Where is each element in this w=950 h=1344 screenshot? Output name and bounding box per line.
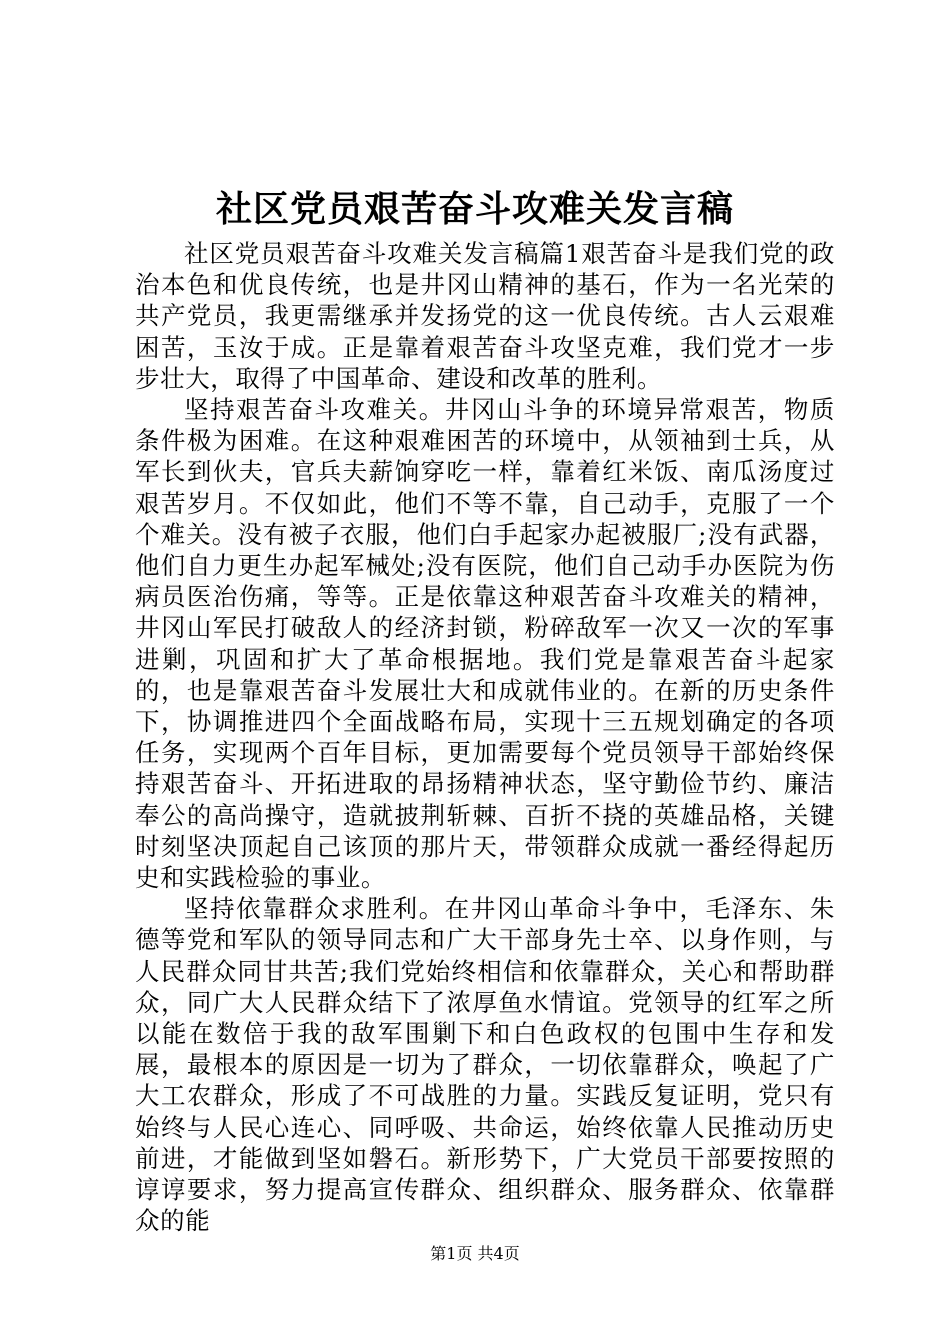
paragraph-1: 社区党员艰苦奋斗攻难关发言稿篇1艰苦奋斗是我们党的政治本色和优良传统，也是井冈山精神的基石，作为一名光荣的共产党员，我更需继承并发扬党的这一优良传统。古人云艰难困苦，玉汝于成。正是靠着艰苦奋斗攻坚克难，我们党才一步步壮大，取得了中国革命、建设和改革的胜利。 [135,239,835,393]
paragraph-2: 坚持艰苦奋斗攻难关。井冈山斗争的环境异常艰苦，物质条件极为困难。在这种艰难困苦的环境中，从领袖到士兵，从军长到伙夫，官兵夫薪饷穿吃一样，靠着红米饭、南瓜汤度过艰苦岁月。不仅如此，他们不等不靠，自己动手，克服了一个个难关。没有被子衣服，他们白手起家办起被服厂;没有武器，他们自力更生办起军械处;没有医院，他们自己动手办医院为伤病员医治伤痛，等等。正是依靠这种艰苦奋斗攻难关的精神，井冈山军民打破敌人的经济封锁，粉碎敌军一次又一次的军事进剿，巩固和扩大了革命根据地。我们党是靠艰苦奋斗起家的，也是靠艰苦奋斗发展壮大和成就伟业的。在新的历史条件下，协调推进四个全面战略布局，实现十三五规划确定的各项任务，实现两个百年目标，更加需要每个党员领导干部始终保持艰苦奋斗、开拓进取的昂扬精神状态，坚守勤俭节约、廉洁奉公的高尚操守，造就披荆斩棘、百折不挠的英雄品格，关键时刻坚决顶起自己该顶的那片天，带领群众成就一番经得起历史和实践检验的事业。 [135,395,835,893]
paragraph-3: 坚持依靠群众求胜利。在井冈山革命斗争中，毛泽东、朱德等党和军队的领导同志和广大干部身先士卒、以身作则，与人民群众同甘共苦;我们党始终相信和依靠群众，关心和帮助群众，同广大人民群众结下了浓厚鱼水情谊。党领导的红军之所以能在数倍于我的敌军围剿下和白色政权的包围中生存和发展，最根本的原因是一切为了群众，一切依靠群众，唤起了广大工农群众，形成了不可战胜的力量。实践反复证明，党只有始终与人民心连心、同呼吸、共命运，始终依靠人民推动历史前进，才能做到坚如磐石。新形势下，广大党员干部要按照的谆谆要求，努力提高宣传群众、组织群众、服务群众、依靠群众的能 [135,894,835,1236]
document-body [135,238,835,1237]
page-number-footer: 第1页 共4页 [430,1244,520,1263]
document-title: 社区党员艰苦奋斗攻难关发言稿 [215,188,734,230]
